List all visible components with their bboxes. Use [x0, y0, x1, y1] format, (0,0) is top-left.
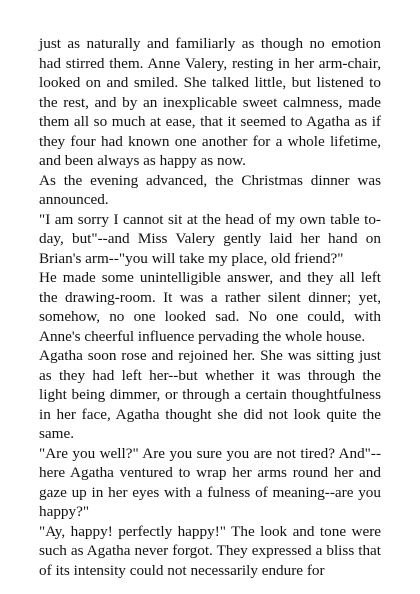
paragraph: Agatha soon rose and rejoined her. She was sitting just as they had left her--but whether it was through the light being dimmer, or through a certain thoughtfulness in her face, Agatha thought she did not look quite the same. [39, 347, 381, 442]
paragraph: just as naturally and familiarly as though no emotion had stirred them. Anne Valery, resting in her arm-chair, looked on and smiled. She talked little, but listened to the rest, and by an inexplicable sweet calmness, made them all so much at ease, that it seemed to Agatha as if they four had known one another for a whole lifetime, and been always as happy as now. [39, 35, 381, 169]
paragraph: "I am sorry I cannot sit at the head of my own table to-day, but"--and Miss Valery gently laid her hand on Brian's arm--"you will take my place, old friend?" [39, 210, 381, 267]
paragraph: "Are you well?" Are you sure you are not tired? And"--here Agatha ventured to wrap her arms round her and gaze up in her eyes with a fulness of meaning--are you happy?" [39, 444, 381, 520]
paragraph: As the evening advanced, the Christmas dinner was announced. [39, 171, 381, 208]
paragraph: "Ay, happy! perfectly happy!" The look and tone were such as Agatha never forgot. They expressed a bliss that of its intensity could not necessarily endure for [39, 522, 381, 579]
book-page-text [39, 34, 381, 580]
paragraph: He made some unintelligible answer, and they all left the drawing-room. It was a rather silent dinner; yet, somehow, no one looked sad. No one could, with Anne's cheerful influence pervading the whole house. [39, 269, 381, 345]
